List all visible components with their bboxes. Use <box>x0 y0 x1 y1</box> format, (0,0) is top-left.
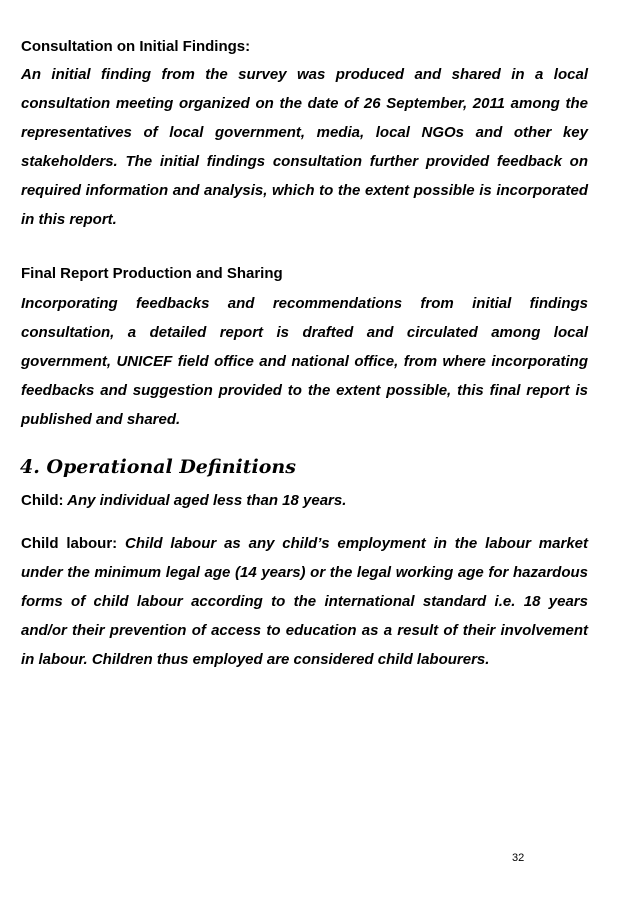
final-report-paragraph: Incorporating feedbacks and recommendations from initial findings consultation, a detailed report is drafted and circulated among local government, UNICEF field office and national office, from where incorporating feedbacks and suggestion provided to the extent possible, this final report is published and shared. <box>21 295 588 428</box>
consultation-paragraph: An initial finding from the survey was produced and shared in a local consultation meeting organized on the date of 26 September, 2011 among the representatives of local government, media, local NGOs and other key stakeholders. The initial findings consultation further provided feedback on required information and analysis, which to the extent possible is incorporated in this report. <box>21 66 588 228</box>
child-labour-definition-text: Child labour as any child’s employment in the labour market under the minimum legal age (14 years) or the legal working age for hazardous forms of child labour according to the international standard i.e. 18 years and/or their prevention of access to education as a result of their involvement in labour. Children thus employed are considered child labourers. <box>21 535 589 668</box>
child-term: Child: <box>21 492 64 509</box>
page-number: 32 <box>512 852 525 864</box>
final-report-heading: Final Report Production and Sharing <box>21 265 283 282</box>
child-labour-definition <box>21 529 588 674</box>
section-heading-operational-definitions: 4. Operational Definitions <box>20 456 296 478</box>
child-definition-text: Any individual aged less than 18 years. <box>67 492 347 509</box>
consultation-heading: Consultation on Initial Findings: <box>21 38 251 55</box>
child-labour-term: Child labour: <box>21 535 118 552</box>
child-definition <box>21 486 588 515</box>
